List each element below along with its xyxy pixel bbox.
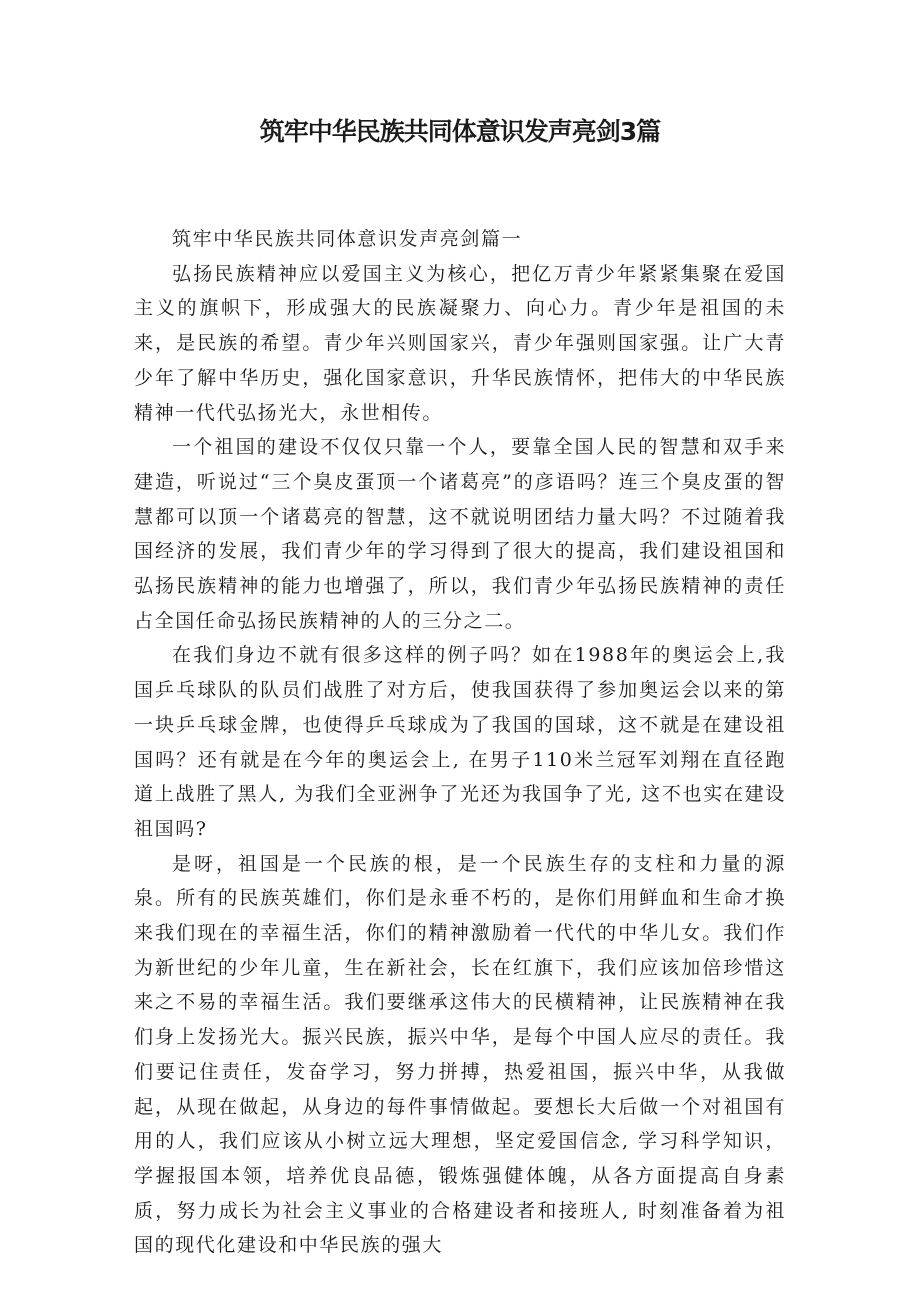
paragraph-3: 在我们身边不就有很多这样的例子吗？如在1988年的奥运会上,我国乒乓球队的队员们战胜了对方后，使我国获得了参加奥运会以来的第一块乒乓球金牌，也使得乒乓球成为了我国的国球，这不就是在建设祖国吗？还有就是在今年的奥运会上, 在男子110米兰冠军刘翔在直径跑道上战胜了黑人, 为我们全亚洲争了光还为我国争了光, 这不也实在建设祖国吗?: [134, 644, 786, 840]
paragraph-4: 是呀，祖国是一个民族的根，是一个民族生存的支柱和力量的源泉。所有的民族英雄们，你们是永垂不朽的，是你们用鲜血和生命才换来我们现在的幸福生活，你们的精神激励着一代代的中华儿女。我们作为新世纪的少年儿童，生在新社会，长在红旗下，我们应该加倍珍惜这来之不易的幸福生活。我们要继承这伟大的民横精神，让民族精神在我们身上发扬光大。振兴民族，振兴中华，是每个中国人应尽的责任。我们要记住责任，发奋学习，努力拼搏，热爱祖国，振兴中华，从我做起，从现在做起，从身边的每件事情做起。要想长大后做一个对祖国有用的人，我们应该从小树立远大理想，坚定爱国信念, 学习科学知识，学握报国本领，培养优良品德，锻炼强健体魄，从各方面提高自身素质，努力成长为社会主义事业的合格建设者和接班人, 时刻准备着为祖国的现代化建设和中华民族的强大: [134, 852, 786, 1257]
paragraph-2: 一个祖国的建设不仅仅只靠一个人，要靠全国人民的智慧和双手来建造，听说过“三个臭皮蛋顶一个诸葛亮”的彦语吗？连三个臭皮蛋的智慧都可以顶一个诸葛亮的智慧，这不就说明团结力量大吗？不过随着我国经济的发展，我们青少年的学习得到了很大的提高，我们建设祖国和弘扬民族精神的能力也增强了，所以，我们青少年弘扬民族精神的责任占全国任命弘扬民族精神的人的三分之二。: [134, 436, 786, 632]
paragraph-1: 弘扬民族精神应以爱国主义为核心，把亿万青少年紧紧集聚在爱国主义的旗帜下，形成强大的民族凝聚力、向心力。青少年是祖国的未来，是民族的希望。青少年兴则国家兴，青少年强则国家强。让广大青少年了解中华历史，强化国家意识，升华民族情怀，把伟大的中华民族精神一代代弘扬光大，永世相传。: [134, 262, 786, 424]
section-heading: 筑牢中华民族共同体意识发声亮剑篇一: [172, 228, 523, 250]
document-title: 筑牢中华民族共同体意识发声亮剑3篇: [259, 117, 661, 146]
document-body: [134, 222, 786, 1263]
